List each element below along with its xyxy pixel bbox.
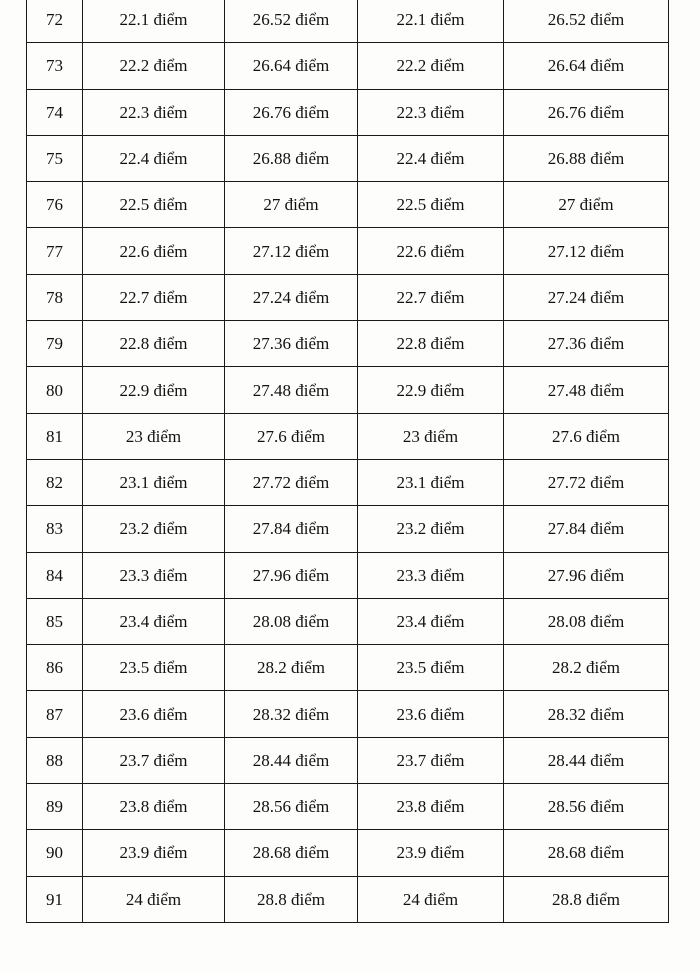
converted-score-cell: 27 điểm	[225, 182, 358, 228]
converted-score-cell: 27.6 điểm	[225, 413, 358, 459]
row-number-cell: 82	[27, 459, 83, 505]
converted-score-cell: 26.64 điểm	[504, 43, 669, 89]
table-row	[27, 321, 669, 367]
converted-score-cell: 28.32 điểm	[504, 691, 669, 737]
converted-score-cell: 27 điểm	[504, 182, 669, 228]
score-cell: 22.2 điểm	[83, 43, 225, 89]
table-row	[27, 691, 669, 737]
converted-score-cell: 27.96 điểm	[225, 552, 358, 598]
row-number-cell: 86	[27, 645, 83, 691]
converted-score-cell: 28.56 điểm	[504, 784, 669, 830]
score-cell: 22.4 điểm	[358, 135, 504, 181]
converted-score-cell: 28.2 điểm	[504, 645, 669, 691]
score-cell: 23.6 điểm	[83, 691, 225, 737]
table-row	[27, 784, 669, 830]
converted-score-cell: 28.32 điểm	[225, 691, 358, 737]
score-cell: 22.2 điểm	[358, 43, 504, 89]
row-number-cell: 88	[27, 737, 83, 783]
converted-score-cell: 28.08 điểm	[504, 598, 669, 644]
converted-score-cell: 26.64 điểm	[225, 43, 358, 89]
row-number-cell: 91	[27, 876, 83, 922]
table-row	[27, 506, 669, 552]
row-number-cell: 74	[27, 89, 83, 135]
converted-score-cell: 27.6 điểm	[504, 413, 669, 459]
converted-score-cell: 28.68 điểm	[504, 830, 669, 876]
score-cell: 23.5 điểm	[358, 645, 504, 691]
converted-score-cell: 27.12 điểm	[504, 228, 669, 274]
score-cell: 23.3 điểm	[358, 552, 504, 598]
score-cell: 22.1 điểm	[358, 0, 504, 43]
converted-score-cell: 27.72 điểm	[504, 459, 669, 505]
converted-score-cell: 28.44 điểm	[225, 737, 358, 783]
score-cell: 23.1 điểm	[358, 459, 504, 505]
row-number-cell: 87	[27, 691, 83, 737]
score-cell: 23 điểm	[358, 413, 504, 459]
score-cell: 22.8 điểm	[358, 321, 504, 367]
score-cell: 23.7 điểm	[83, 737, 225, 783]
score-cell: 23 điểm	[83, 413, 225, 459]
table-row	[27, 552, 669, 598]
score-cell: 23.7 điểm	[358, 737, 504, 783]
score-cell: 23.4 điểm	[358, 598, 504, 644]
table-row	[27, 459, 669, 505]
row-number-cell: 73	[27, 43, 83, 89]
converted-score-cell: 28.2 điểm	[225, 645, 358, 691]
converted-score-cell: 28.44 điểm	[504, 737, 669, 783]
row-number-cell: 89	[27, 784, 83, 830]
converted-score-cell: 28.68 điểm	[225, 830, 358, 876]
converted-score-cell: 27.72 điểm	[225, 459, 358, 505]
row-number-cell: 90	[27, 830, 83, 876]
score-cell: 24 điểm	[83, 876, 225, 922]
converted-score-cell: 27.84 điểm	[504, 506, 669, 552]
score-conversion-table	[26, 0, 669, 923]
score-cell: 22.9 điểm	[83, 367, 225, 413]
converted-score-cell: 27.12 điểm	[225, 228, 358, 274]
table-row	[27, 876, 669, 922]
score-cell: 22.3 điểm	[358, 89, 504, 135]
table-row	[27, 135, 669, 181]
score-cell: 23.9 điểm	[358, 830, 504, 876]
score-cell: 23.4 điểm	[83, 598, 225, 644]
score-cell: 22.4 điểm	[83, 135, 225, 181]
converted-score-cell: 26.76 điểm	[225, 89, 358, 135]
row-number-cell: 85	[27, 598, 83, 644]
table-row	[27, 367, 669, 413]
converted-score-cell: 28.8 điểm	[504, 876, 669, 922]
score-cell: 22.3 điểm	[83, 89, 225, 135]
score-cell: 23.6 điểm	[358, 691, 504, 737]
converted-score-cell: 26.52 điểm	[504, 0, 669, 43]
row-number-cell: 75	[27, 135, 83, 181]
converted-score-cell: 27.48 điểm	[225, 367, 358, 413]
score-cell: 22.5 điểm	[83, 182, 225, 228]
converted-score-cell: 28.8 điểm	[225, 876, 358, 922]
converted-score-cell: 27.24 điểm	[504, 274, 669, 320]
row-number-cell: 77	[27, 228, 83, 274]
score-cell: 24 điểm	[358, 876, 504, 922]
score-cell: 23.8 điểm	[83, 784, 225, 830]
score-cell: 22.7 điểm	[358, 274, 504, 320]
row-number-cell: 79	[27, 321, 83, 367]
converted-score-cell: 27.96 điểm	[504, 552, 669, 598]
table-row	[27, 43, 669, 89]
converted-score-cell: 26.76 điểm	[504, 89, 669, 135]
row-number-cell: 72	[27, 0, 83, 43]
score-cell: 23.2 điểm	[358, 506, 504, 552]
score-cell: 22.1 điểm	[83, 0, 225, 43]
table-row	[27, 413, 669, 459]
row-number-cell: 76	[27, 182, 83, 228]
converted-score-cell: 26.88 điểm	[225, 135, 358, 181]
table-row	[27, 228, 669, 274]
score-cell: 22.7 điểm	[83, 274, 225, 320]
table-row	[27, 737, 669, 783]
score-cell: 23.2 điểm	[83, 506, 225, 552]
score-cell: 23.1 điểm	[83, 459, 225, 505]
score-cell: 23.3 điểm	[83, 552, 225, 598]
table-row	[27, 182, 669, 228]
row-number-cell: 80	[27, 367, 83, 413]
row-number-cell: 83	[27, 506, 83, 552]
table-row	[27, 274, 669, 320]
table-row	[27, 645, 669, 691]
score-cell: 23.9 điểm	[83, 830, 225, 876]
converted-score-cell: 27.36 điểm	[504, 321, 669, 367]
converted-score-cell: 27.24 điểm	[225, 274, 358, 320]
converted-score-cell: 28.56 điểm	[225, 784, 358, 830]
score-cell: 22.5 điểm	[358, 182, 504, 228]
score-cell: 23.5 điểm	[83, 645, 225, 691]
table-row	[27, 598, 669, 644]
converted-score-cell: 26.52 điểm	[225, 0, 358, 43]
row-number-cell: 84	[27, 552, 83, 598]
row-number-cell: 78	[27, 274, 83, 320]
converted-score-cell: 26.88 điểm	[504, 135, 669, 181]
table-body	[27, 0, 669, 922]
converted-score-cell: 27.48 điểm	[504, 367, 669, 413]
converted-score-cell: 27.84 điểm	[225, 506, 358, 552]
converted-score-cell: 27.36 điểm	[225, 321, 358, 367]
score-cell: 22.6 điểm	[358, 228, 504, 274]
table-row	[27, 0, 669, 43]
table-row	[27, 89, 669, 135]
row-number-cell: 81	[27, 413, 83, 459]
score-cell: 22.9 điểm	[358, 367, 504, 413]
converted-score-cell: 28.08 điểm	[225, 598, 358, 644]
score-cell: 22.6 điểm	[83, 228, 225, 274]
score-cell: 23.8 điểm	[358, 784, 504, 830]
score-cell: 22.8 điểm	[83, 321, 225, 367]
table-row	[27, 830, 669, 876]
